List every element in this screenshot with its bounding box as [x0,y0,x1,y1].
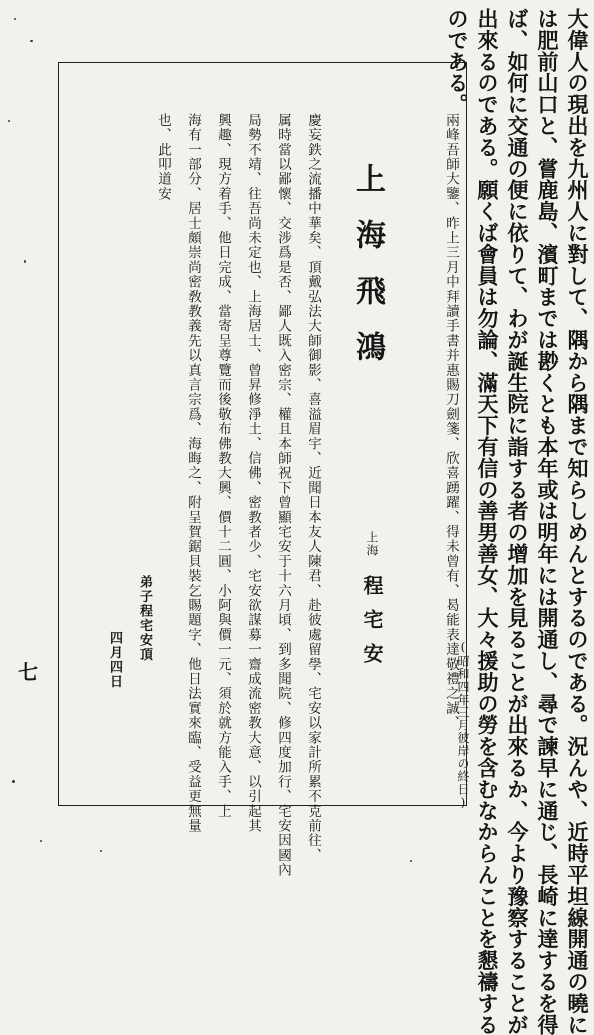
inset-body-line-1: 兩峰吾師大鑒、昨上三月中拜讀手書并惠賜刀劍箋、欣喜踴躍、得未曾有、曷能表達敬禮之誠、 [443,113,459,731]
scan-speck [40,840,42,842]
inset-signature-date: 四月四日 [107,631,122,689]
inset-body-line-3: 属時當以鄙懷、交涉爲是否、鄙人既入密宗、權且本師祝下曾顯宅安于十六月頃、到多聞院、修四度加行、宅安因國內 [275,113,291,878]
inset-body-line-7: 也、此叩道安 [155,113,171,202]
scan-speck [30,40,33,42]
main-text-line-2: は肥前山口と、嘗鹿島、濱町までは尠くとも本年或は明年には開通し、尋で諫早に通じ、長崎に達するを得 [535,8,560,1035]
inset-letter-box [58,62,467,878]
page-number: 七 [18,660,38,684]
inset-body-line-5: 興趣、現方着手、他日完成、當寄呈尊覽而後敬布佛教大興、價十二圓、小阿與價一元、須於就方能入手、上 [215,113,231,819]
date-note: (昭和四年三月彼岸の終日) [456,640,470,811]
scan-speck [100,850,102,852]
inset-body-line-2: 慶妄鉄之流播中華矣、頂戴弘法大師御影、喜溢眉宇、近聞日本友人陳君、赴彼處留學、宅安以家計所累不克前往、 [305,113,321,863]
inset-author: 程宅安 [360,575,384,677]
scan-speck [8,120,10,122]
scan-speck [14,18,16,20]
inset-title: 上海飛鴻 [350,163,385,387]
main-text-line-4: 出來るのである。願くば會員は勿論、滿天下有信の善男善女、大々援助の勞を含むなからんことを懇禱する [475,8,500,1035]
inset-place: 上海 [365,531,379,557]
scan-speck [24,260,26,263]
main-text-line-3: ば、如何に交通の便に依りて、わが誕生院に詣する者の增加を見ることが出來るか、今より豫察することが [505,8,530,1035]
inset-body-line-6: 海有一部分、居士頗崇尚密敎教義先以真言宗爲、海晦之、附呈賀鋸貝裝乞賜題字、他日法實來臨、受益更無量 [185,113,201,834]
scan-speck [410,860,412,862]
scan-speck [12,780,15,783]
inset-body-line-4: 局勢不靖、往吾尚未定也、上海居士、曾昇修淨土、信佛、密教者少、宅安欲謀募一齋成流密教大意、以引起其 [245,113,261,834]
main-text-line-1: 大偉人の現出を九州人に對して、隅から隅まで知らしめんとするのである。況んや、近時平坦線開通の曉に [565,8,590,1035]
inset-signature: 弟子程宅安頂 [137,575,152,662]
main-text-line-5: のである。 [445,8,470,115]
